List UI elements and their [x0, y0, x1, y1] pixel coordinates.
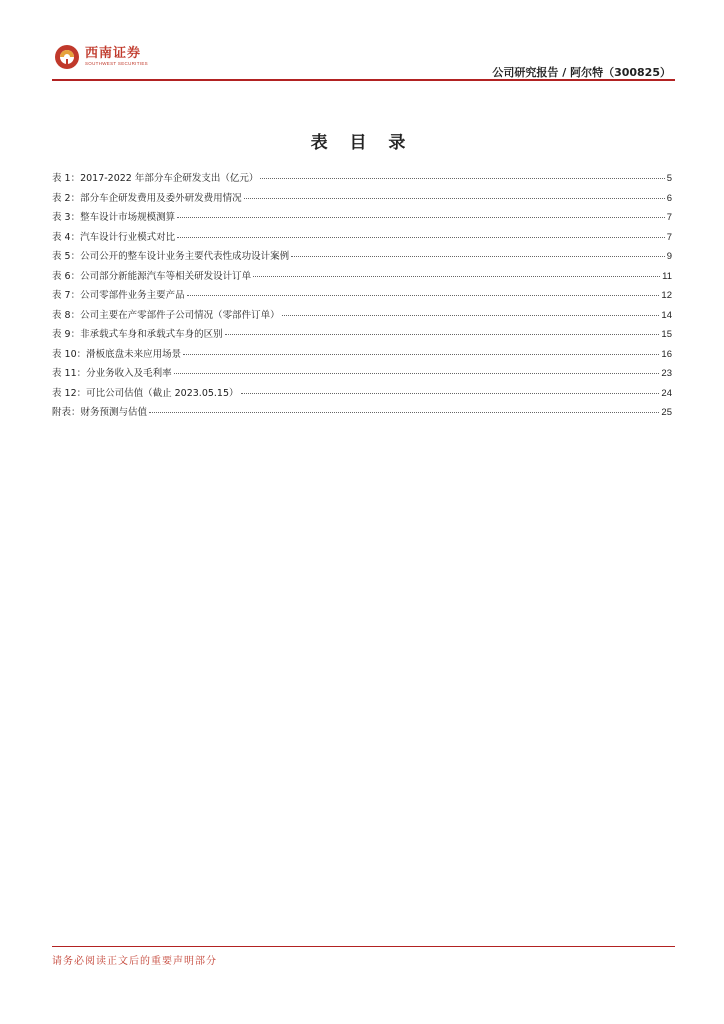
company-logo: [54, 44, 148, 70]
toc-leader: [183, 354, 659, 355]
toc-entry-page: 5: [666, 173, 672, 184]
page-header: [0, 0, 724, 82]
toc-leader: [225, 334, 660, 335]
toc-entry-page: 9: [666, 251, 672, 262]
toc-entry-label: 表 5：公司公开的整车设计业务主要代表性成功设计案例: [52, 251, 290, 262]
toc-entry-label: 表 7：公司零部件业务主要产品: [52, 290, 185, 301]
toc-entry-label: 表 4：汽车设计行业模式对比: [52, 231, 176, 243]
toc-entry-page: 12: [661, 290, 672, 301]
toc-entry-label: 表 11：分业务收入及毛利率: [52, 368, 172, 379]
logo-chinese-text: 西南证券: [85, 46, 142, 61]
toc-entry[interactable]: [52, 268, 672, 288]
toc-leader: [177, 237, 665, 238]
footer-disclaimer: 请务必阅读正文后的重要声明部分: [52, 956, 217, 967]
toc-entry[interactable]: [52, 190, 672, 210]
toc-leader: [174, 373, 660, 374]
toc-entry-page: 25: [661, 407, 672, 418]
toc-entry-label: 表 9：非承载式车身和承载式车身的区别: [52, 329, 223, 340]
toc-entry-label: 表 8：公司主要在产零部件子公司情况（零部件订单）: [52, 309, 280, 321]
toc-entry[interactable]: [52, 326, 672, 346]
toc-entry[interactable]: [52, 346, 672, 366]
report-identifier: 公司研究报告 / 阿尔特（300825）: [492, 66, 671, 79]
toc-entry[interactable]: [52, 209, 672, 229]
toc-leader: [291, 256, 665, 257]
toc-entry-label: 表 3：整车设计市场规模测算: [52, 212, 176, 223]
toc-leader: [241, 393, 660, 394]
toc-entry[interactable]: [52, 365, 672, 385]
toc-entry-page: 14: [661, 309, 672, 321]
footer-divider: [52, 946, 675, 947]
toc-entry-label: 表 6：公司部分新能源汽车等相关研发设计订单: [52, 270, 252, 282]
toc-entry[interactable]: [52, 248, 672, 268]
toc-leader: [244, 198, 665, 199]
toc-entry-label: 附表：财务预测与估值: [52, 407, 148, 418]
toc-leader: [149, 412, 659, 413]
toc-title: 表 目 录: [310, 133, 414, 153]
toc-leader: [282, 315, 660, 316]
toc-entry[interactable]: [52, 404, 672, 424]
toc-entry-page: 15: [661, 329, 672, 340]
header-divider: [52, 79, 675, 81]
toc-entry[interactable]: [52, 229, 672, 249]
toc-entry[interactable]: [52, 385, 672, 405]
toc-leader: [177, 217, 665, 218]
toc-leader: [253, 276, 660, 277]
toc-entry-label: 表 10：滑板底盘未来应用场景: [52, 348, 182, 360]
toc-entry[interactable]: [52, 287, 672, 307]
toc-entry-page: 24: [661, 387, 672, 399]
toc-leader: [187, 295, 660, 296]
toc-leader: [260, 178, 664, 179]
toc-entry-page: 7: [666, 231, 672, 243]
toc-entry-label: 表 1：2017-2022 年部分车企研发支出（亿元）: [52, 173, 259, 184]
toc-entry-label: 表 2：部分车企研发费用及委外研发费用情况: [52, 192, 242, 204]
toc-entry-page: 6: [666, 192, 672, 204]
toc-entry[interactable]: [52, 307, 672, 327]
toc-entry-label: 表 12：可比公司估值（截止 2023.05.15）: [52, 387, 239, 399]
toc-entry[interactable]: [52, 170, 672, 190]
toc-entry-page: 11: [662, 270, 672, 282]
table-of-tables: [52, 170, 672, 424]
toc-entry-page: 23: [661, 368, 672, 379]
logo-english-text: SOUTHWEST SECURITIES: [85, 61, 148, 66]
toc-entry-page: 7: [666, 212, 672, 223]
toc-entry-page: 16: [661, 348, 672, 360]
logo-emblem-icon: [54, 44, 80, 70]
